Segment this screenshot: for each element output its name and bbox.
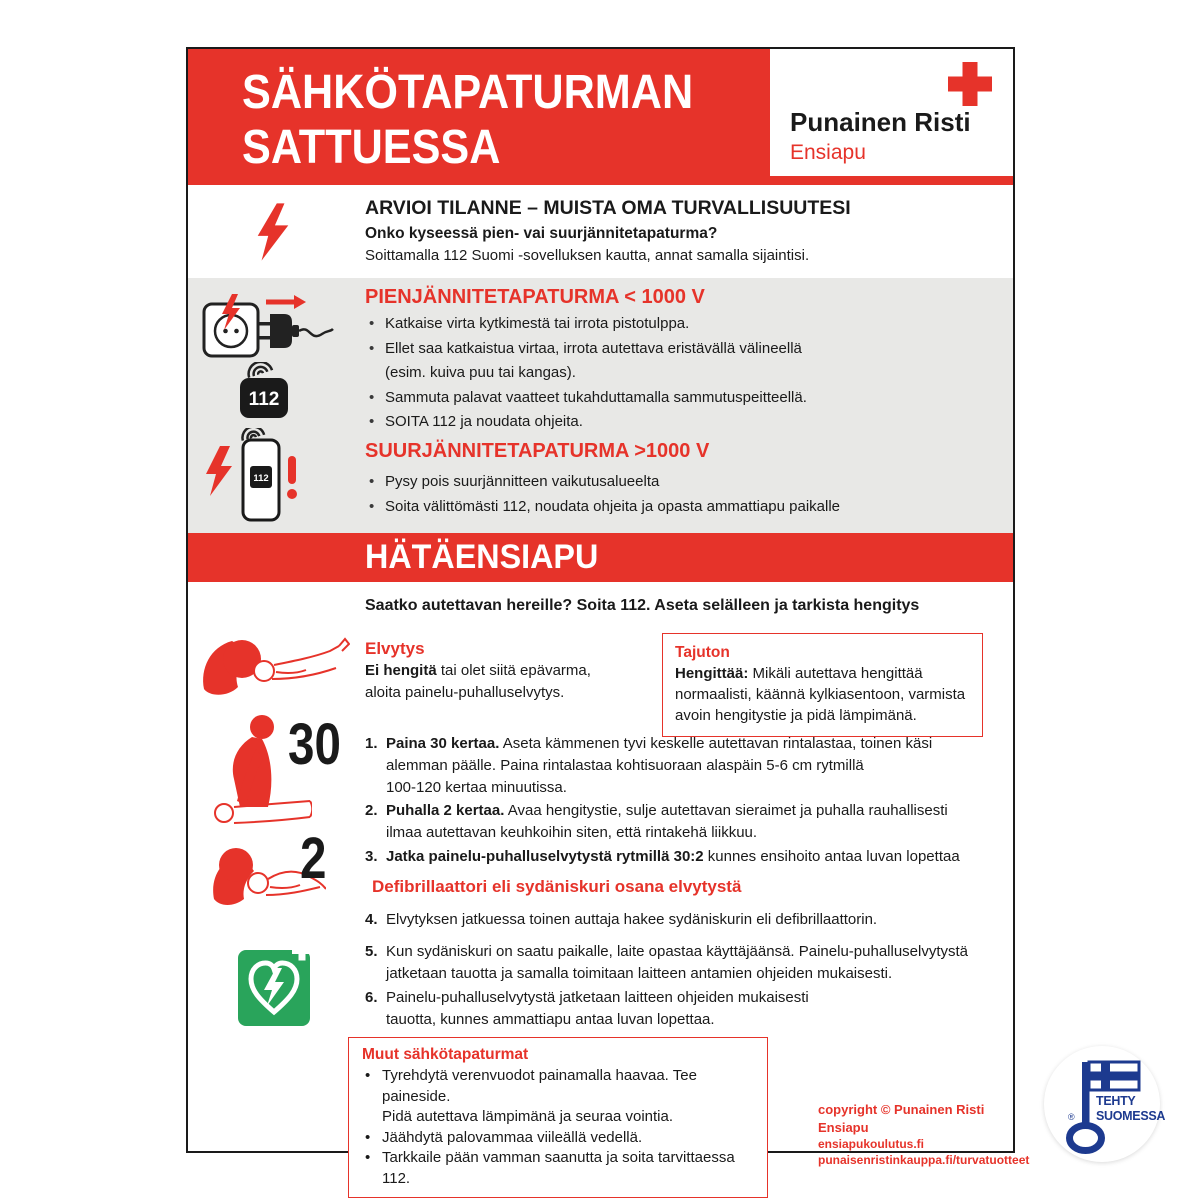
count-30: 30 <box>288 712 341 777</box>
step-text-bold: Puhalla 2 kertaa. <box>386 802 505 819</box>
step-text-rest: Elvytyksen jatkuessa toinen auttaja hakee sydäniskurin eli defibrillaattorin. <box>386 911 878 928</box>
step-1 <box>365 733 1010 799</box>
step-3 <box>365 846 1010 868</box>
badge-text-line1: TEHTY <box>1096 1094 1136 1108</box>
low-voltage-bullet: • SOITA 112 ja noudata ohjeita. <box>365 410 1005 435</box>
unconscious-text <box>675 663 970 726</box>
high-voltage-bullet: • Soita välittömästi 112, noudata ohjeita ja opasta ammattiapu paikalle <box>365 494 1005 519</box>
voltage-section <box>188 278 1013 533</box>
step-5 <box>365 941 1025 985</box>
step-text <box>386 987 809 1031</box>
copyright-block <box>818 1101 1029 1168</box>
red-cross-logo <box>770 49 1013 176</box>
phone-112-icon <box>204 428 319 523</box>
step-text <box>386 941 968 985</box>
low-voltage-list <box>365 312 1005 435</box>
other-accidents-bullet: • Tyrehdytä verenvuodot painamalla haavaa. Tee paineside. Pidä autettava lämpimänä ja seuraa vointia. <box>362 1066 754 1128</box>
step-2 <box>365 800 1010 844</box>
check-breathing-illustration <box>198 627 350 715</box>
other-accidents-bullet: • Jäähdytä palovammaa viileällä vedellä. <box>362 1128 754 1149</box>
emergency-banner-title: HÄTÄENSIAPU <box>365 538 599 576</box>
step-text-bold: Paina 30 kertaa. <box>386 735 500 752</box>
badge-text-line2: SUOMESSA <box>1096 1109 1166 1123</box>
step-number: 5. <box>365 943 378 960</box>
step-text-rest: Painelu-puhalluselvytystä jatketaan laitteen ohjeiden mukaisesti tauotta, kunnes ammattiapu antaa luvan lopettaa. <box>386 989 809 1028</box>
aed-icon <box>238 942 316 1030</box>
low-voltage-heading: PIENJÄNNITETAPATURMA < 1000 V <box>365 286 705 308</box>
copyright-line: copyright © Punainen Risti Ensiapu <box>818 1102 985 1135</box>
assess-note: Soittamalla 112 Suomi -sovelluksen kautta, annat samalla sijaintisi. <box>365 247 810 264</box>
step-number: 6. <box>365 989 378 1006</box>
unconscious-text-rest: Mikäli autettava hengittää normaalisti, käännä kylkiasentoon, varmista avoin hengitystie ja pidä lämpimänä. <box>675 665 966 724</box>
poster <box>186 47 1030 1187</box>
cpr-text-bold: Ei hengitä <box>365 662 437 679</box>
assess-section <box>365 195 851 267</box>
defibrillator-heading: Defibrillaattori eli sydäniskuri osana elvytystä <box>372 877 742 896</box>
step-text <box>386 733 932 799</box>
step-text-rest: Avaa hengitystie, sulje autettavan sieraimet ja puhalla rauhallisesti ilmaa autettavan keuhkoihin siten, että rintakehä liikkuu. <box>386 802 948 841</box>
emergency-112-icon <box>234 362 296 420</box>
step-number: 4. <box>365 911 378 928</box>
poster-title-line2: SATTUESSA <box>242 121 501 174</box>
step-text <box>386 846 960 868</box>
poster-title <box>242 65 693 175</box>
step-text-bold: Jatka painelu-puhalluselvytystä rytmillä 30:2 <box>386 848 704 865</box>
phone-112-label: 112 <box>253 473 269 484</box>
unconscious-box <box>662 633 983 737</box>
step-text-rest: Kun sydäniskuri on saatu paikalle, laite opastaa käyttäjäänsä. Painelu-puhalluselvytystä jatketaan tauotta ja samalla toimitaan laitteen antamien ohjeiden mukaisesti. <box>386 943 969 982</box>
emergency-112-label: 112 <box>248 389 280 410</box>
high-voltage-bullet: • Pysy pois suurjännitteen vaikutusalueelta <box>365 469 1005 494</box>
lightning-bolt-icon <box>252 201 294 263</box>
other-accidents-bullet: • Tarkkaile pään vamman saanutta ja soita tarvittaessa 112. <box>362 1148 754 1189</box>
other-accidents-heading: Muut sähkötapaturmat <box>362 1046 529 1063</box>
other-accidents-list <box>362 1066 754 1189</box>
step-number: 3. <box>365 848 378 865</box>
assess-question: Onko kyseessä pien- vai suurjännitetapaturma? <box>365 225 718 242</box>
cpr-text <box>365 660 665 703</box>
cpr-heading: Elvytys <box>365 639 425 658</box>
socket-plug-icon <box>202 294 334 358</box>
low-voltage-bullet: • Sammuta palavat vaatteet tukahduttamalla sammutuspeitteellä. <box>365 386 1005 411</box>
low-voltage-bullet: • Katkaise virta kytkimestä tai irrota pistotulppa. <box>365 312 1005 337</box>
copyright-site1: ensiapukoulutus.fi <box>818 1137 925 1151</box>
red-cross-icon <box>948 62 992 106</box>
cpr-text-rest: tai olet siitä epävarma, aloita painelu-puhalluselvytys. <box>365 662 591 701</box>
step-text <box>386 909 877 931</box>
unconscious-text-bold: Hengittää: <box>675 665 749 682</box>
step-number: 1. <box>365 735 378 752</box>
unconscious-heading: Tajuton <box>675 644 730 661</box>
copyright-site2: punaisenristinkauppa.fi/turvatuotteet <box>818 1152 1030 1167</box>
high-voltage-heading: SUURJÄNNITETAPATURMA >1000 V <box>365 440 710 462</box>
step-4 <box>365 909 1010 931</box>
badge-registered-mark: ® <box>1068 1112 1075 1122</box>
step-text-rest: kunnes ensihoito antaa luvan lopettaa <box>703 848 960 865</box>
assess-heading: ARVIOI TILANNE – MUISTA OMA TURVALLISUUTESI <box>365 197 851 219</box>
poster-title-line1: SÄHKÖTAPATURMAN <box>242 66 694 119</box>
made-in-finland-badge <box>1044 1046 1166 1162</box>
high-voltage-list <box>365 469 1005 519</box>
logo-org-name: Punainen Risti <box>790 107 971 137</box>
poster-header <box>188 49 1013 185</box>
count-2: 2 <box>300 826 327 891</box>
step-number: 2. <box>365 802 378 819</box>
logo-dept-name: Ensiapu <box>790 141 866 164</box>
low-voltage-bullet: • Ellet saa katkaistua virtaa, irrota autettava eristävällä välineellä (esim. kuiva puu tai kangas). <box>365 337 1005 386</box>
emergency-intro: Saatko autettavan hereille? Soita 112. Aseta selälleen ja tarkista hengitys <box>365 597 920 614</box>
step-text-rest: Aseta kämmenen tyvi keskelle autettavan rintalastaa, toinen käsi alemman päälle. Paina rintalastaa kohtisuoraan alaspäin 5-6 cm rytmillä 100-120 kertaa minuutissa. <box>386 735 933 796</box>
emergency-banner <box>188 533 1013 582</box>
other-accidents-box <box>348 1037 768 1198</box>
cpr-block <box>365 637 665 703</box>
step-text <box>386 800 948 844</box>
step-6 <box>365 987 1025 1031</box>
